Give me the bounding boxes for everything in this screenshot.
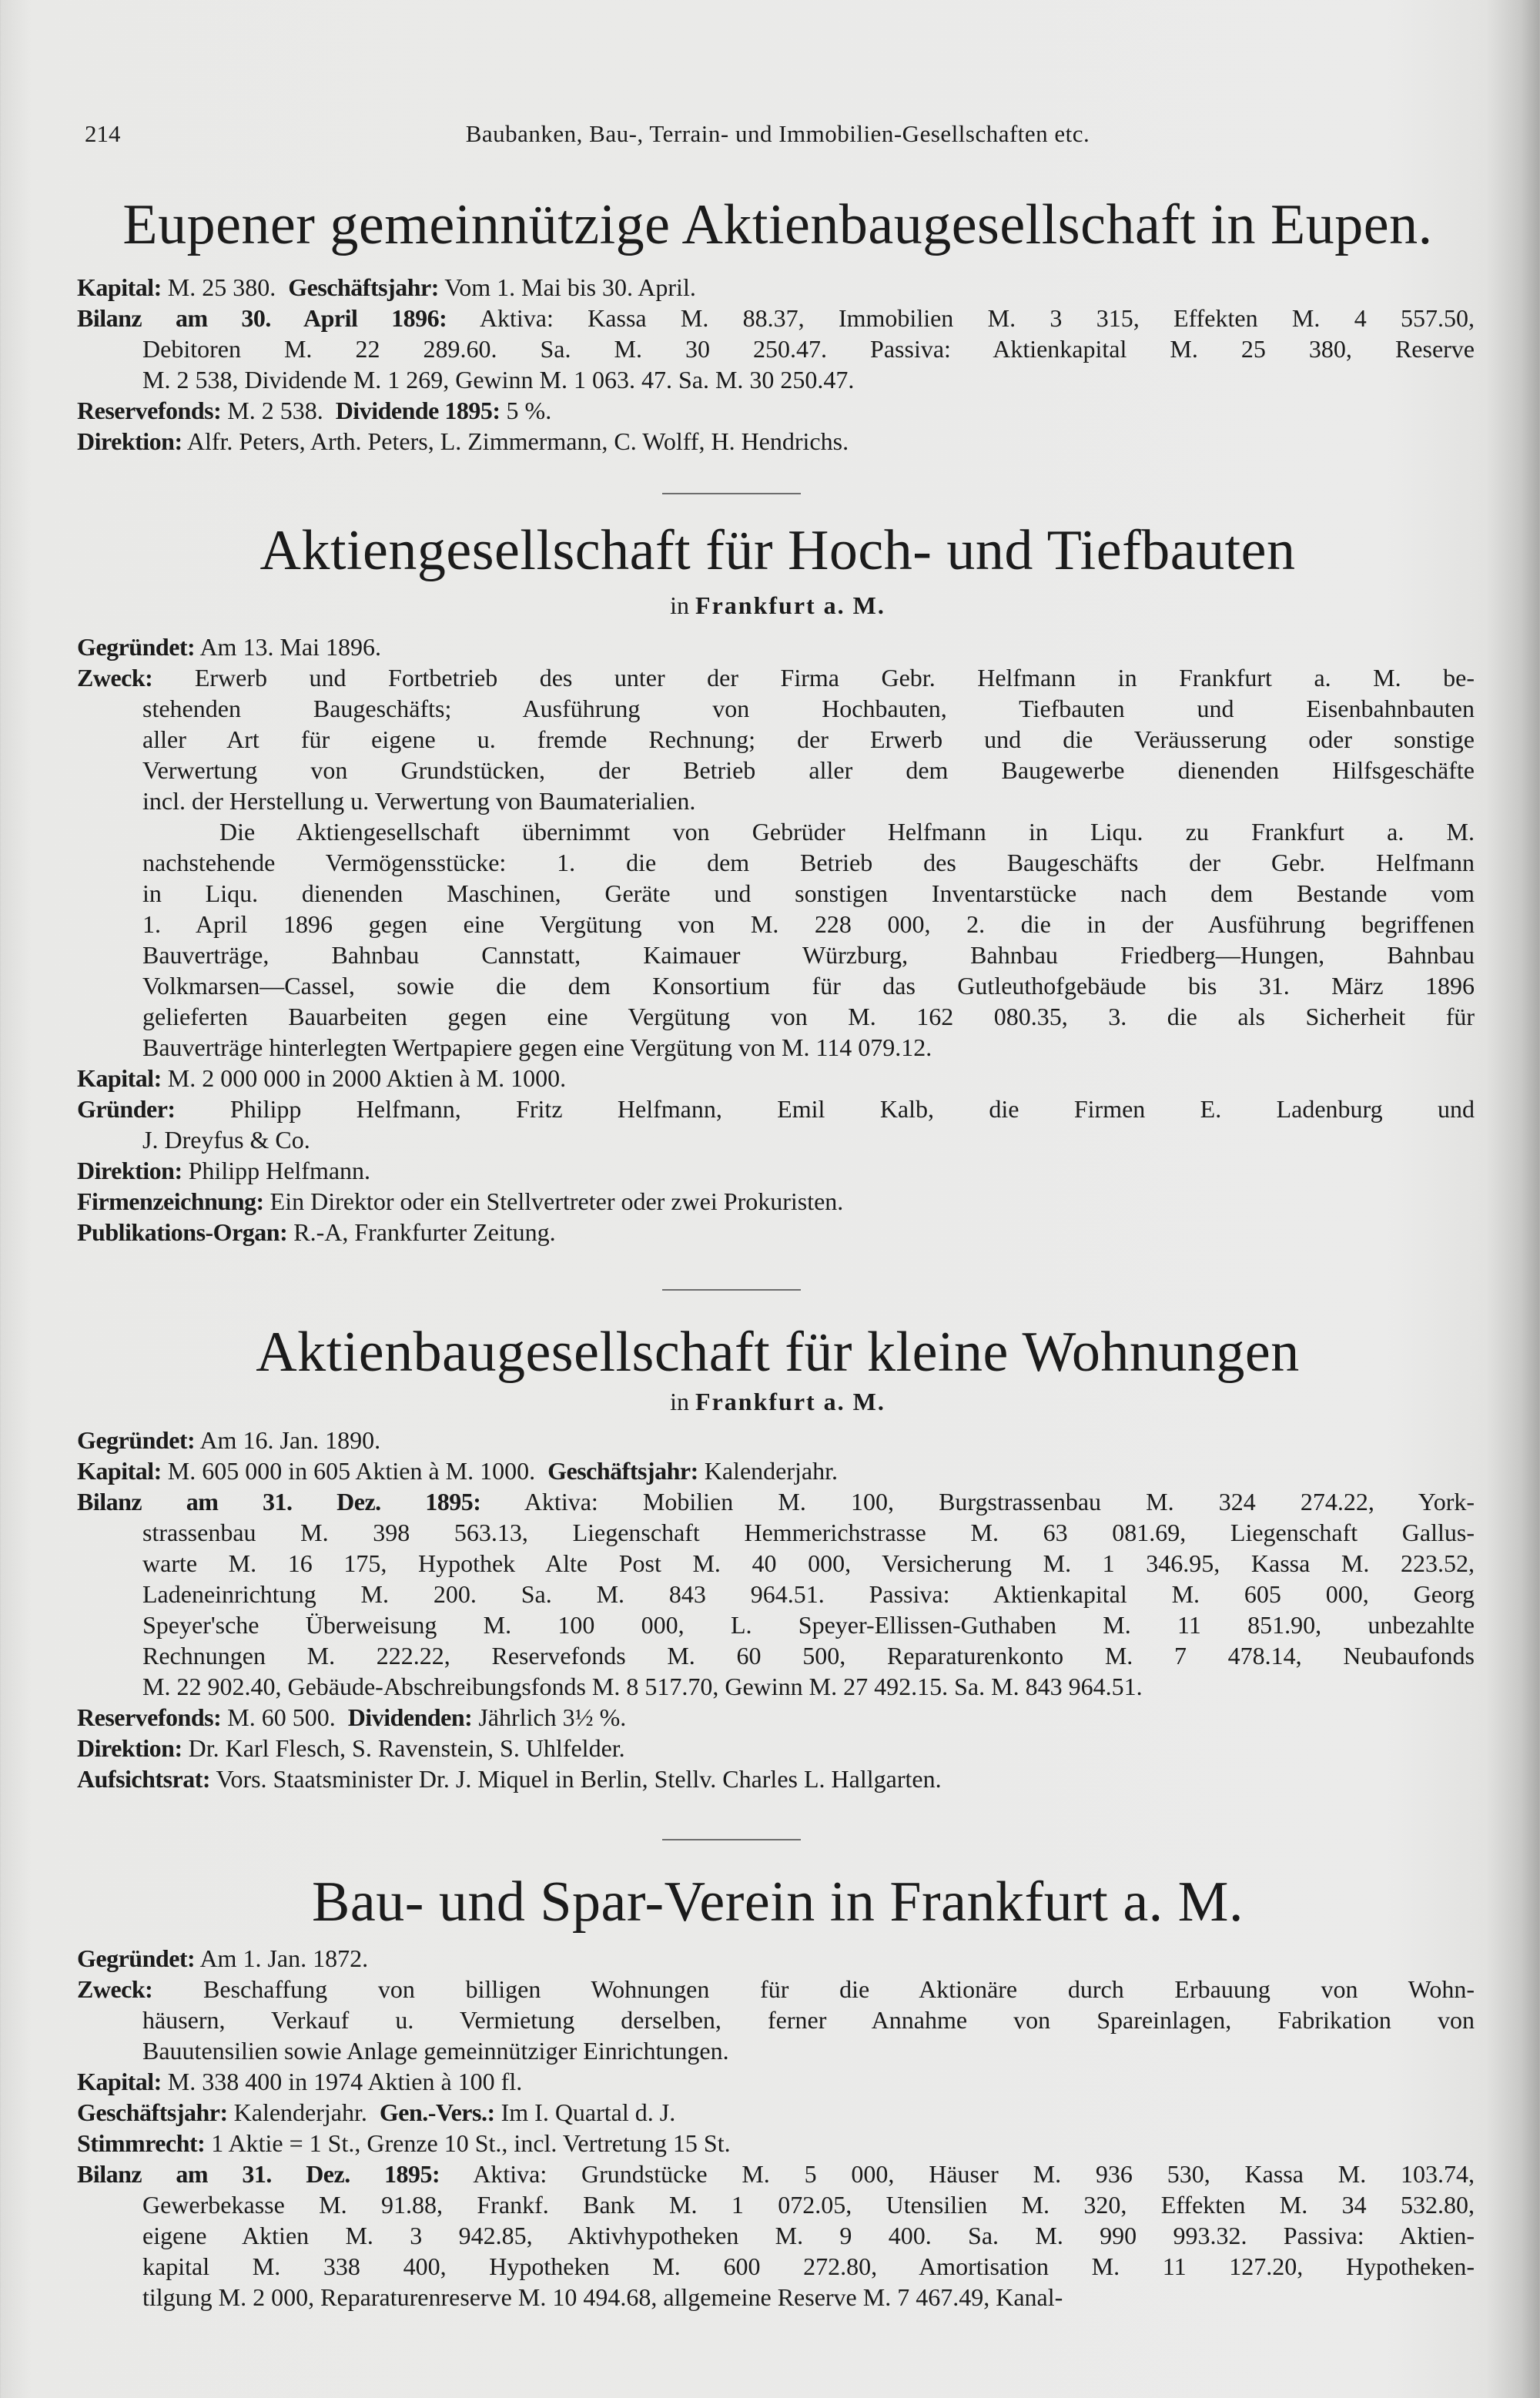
location-name: Frankfurt a. M. xyxy=(695,591,886,619)
field-value: Gewerbekasse M. 91.88, Frankf. Bank M. 1 072.05, Utensilien M. 320, Effekten M. 34 532.80, xyxy=(142,2191,1475,2219)
field-label: Reservefonds: xyxy=(77,397,222,424)
field-label: Kapital: xyxy=(77,1457,162,1485)
field-label: Firmenzeichnung: xyxy=(77,1187,264,1215)
field-value: Vors. Staatsminister Dr. J. Miquel in Berlin, Stellv. Charles L. Hallgarten. xyxy=(210,1765,942,1793)
section-divider xyxy=(662,1839,801,1840)
field-value: Speyer'sche Überweisung M. 100 000, L. Speyer-Ellissen-Guthaben M. 11 851.90, unbezahlte xyxy=(142,1611,1475,1639)
field-value: M. 338 400 in 1974 Aktien à 100 fl. xyxy=(161,2068,523,2095)
entry-line xyxy=(77,333,1475,364)
field-value: Bauutensilien sowie Anlage gemeinnütziger Einrichtungen. xyxy=(142,2037,729,2065)
entry-line xyxy=(77,364,1475,395)
entry-line xyxy=(77,2251,1475,2282)
field-value: M. 25 380. xyxy=(161,273,289,301)
field-value: Erwerb und Fortbetrieb des unter der Firma Gebr. Helfmann in Frankfurt a. M. be- xyxy=(152,664,1475,692)
field-value: 1. April 1896 gegen eine Vergütung von M. 228 000, 2. die in der Ausführung begriffenen xyxy=(142,910,1475,938)
field-value: Jährlich 3½ %. xyxy=(472,1703,627,1731)
field-label: Kapital: xyxy=(77,273,162,301)
field-value: Verwertung von Grundstücken, der Betrieb aller dem Baugewerbe dienenden Hilfsgeschäfte xyxy=(142,756,1475,784)
entry-line xyxy=(77,1155,1475,1186)
entry-line xyxy=(77,1001,1475,1032)
location-name: Frankfurt a. M. xyxy=(695,1388,886,1415)
field-label: Dividenden: xyxy=(347,1703,473,1731)
field-value: M. 60 500. xyxy=(221,1703,348,1731)
entry-line xyxy=(77,693,1475,724)
field-label: Direktion: xyxy=(77,1734,182,1762)
field-value: Philipp Helfmann. xyxy=(182,1157,371,1184)
entry-line xyxy=(77,2004,1475,2035)
field-value: Aktiva: Mobilien M. 100, Burgstrassenbau M. 324 274.22, York- xyxy=(480,1488,1475,1515)
field-value: R.-A, Frankfurter Zeitung. xyxy=(287,1218,556,1246)
field-value: Am 16. Jan. 1890. xyxy=(195,1426,381,1454)
entry-line xyxy=(77,303,1475,333)
field-value: Bauverträge, Bahnbau Cannstatt, Kaimauer Würzburg, Bahnbau Friedberg—Hungen, Bahnbau xyxy=(142,941,1475,969)
field-value: stehenden Baugeschäfts; Ausführung von Hochbauten, Tiefbauten und Eisenbahnbauten xyxy=(142,695,1475,722)
field-label: Gegründet: xyxy=(77,1944,196,1972)
section-title: Aktienbaugesellschaft für kleine Wohnungen xyxy=(256,1321,1300,1384)
field-value: Die Aktiengesellschaft übernimmt von Gebrüder Helfmann in Liqu. zu Frankfurt a. M. xyxy=(219,818,1475,846)
field-label: Zweck: xyxy=(77,664,153,692)
field-value: Dr. Karl Flesch, S. Ravenstein, S. Uhlfelder. xyxy=(182,1734,625,1762)
field-value: Kalenderjahr. xyxy=(698,1457,838,1485)
section-body xyxy=(77,1425,1475,1794)
field-value: Ladeneinrichtung M. 200. Sa. M. 843 964.51. Passiva: Aktienkapital M. 605 000, Georg xyxy=(142,1580,1475,1608)
field-label: Reservefonds: xyxy=(77,1703,222,1731)
entry-line xyxy=(77,395,1475,426)
field-label: Gegründet: xyxy=(77,1426,196,1454)
entry-line xyxy=(77,2189,1475,2220)
section-body xyxy=(77,1943,1475,2313)
field-value: nachstehende Vermögensstücke: 1. die dem Betrieb des Baugeschäfts der Gebr. Helfmann xyxy=(142,849,1475,876)
entry-line xyxy=(77,2035,1475,2066)
entry-line xyxy=(77,816,1475,847)
section-location xyxy=(77,1386,1478,1417)
field-label: Aufsichtsrat: xyxy=(77,1765,211,1793)
section-body xyxy=(77,631,1475,1248)
entry-line xyxy=(77,272,1475,303)
entry-line xyxy=(77,1517,1475,1548)
field-label: Direktion: xyxy=(77,427,182,455)
entry-line xyxy=(77,1455,1475,1486)
field-value: M. 2 000 000 in 2000 Aktien à M. 1000. xyxy=(161,1064,567,1092)
field-value: aller Art für eigene u. fremde Rechnung; der Erwerb und die Veräusserung oder sonstige xyxy=(142,725,1475,753)
field-value: 1 Aktie = 1 St., Grenze 10 St., incl. Vertretung 15 St. xyxy=(205,2129,731,2157)
field-label: Stimmrecht: xyxy=(77,2129,206,2157)
section-divider xyxy=(662,1289,801,1291)
field-label: Bilanz am 30. April 1896: xyxy=(77,304,447,332)
entry-line xyxy=(77,939,1475,970)
entry-line xyxy=(77,970,1475,1001)
field-value: Bauverträge hinterlegten Wertpapiere gegen eine Vergütung von M. 114 079.12. xyxy=(142,1033,932,1061)
field-value: Rechnungen M. 222.22, Reservefonds M. 60 500, Reparaturenkonto M. 7 478.14, Neubaufonds xyxy=(142,1642,1475,1670)
field-value: strassenbau M. 398 563.13, Liegenschaft Hemmerichstrasse M. 63 081.69, Liegenschaft Gallus- xyxy=(142,1519,1475,1546)
location-prefix: in xyxy=(670,591,690,619)
field-value: M. 2 538, Dividende M. 1 269, Gewinn M. 1 063. 47. Sa. M. 30 250.47. xyxy=(142,366,855,394)
field-label: Dividende 1895: xyxy=(335,397,500,424)
field-value: Aktiva: Kassa M. 88.37, Immobilien M. 3 315, Effekten M. 4 557.50, xyxy=(447,304,1475,332)
field-value: häusern, Verkauf u. Vermietung derselben, ferner Annahme von Spareinlagen, Fabrikation von xyxy=(142,2006,1475,2034)
field-value: eigene Aktien M. 3 942.85, Aktivhypotheken M. 9 400. Sa. M. 990 993.32. Passiva: Aktien- xyxy=(142,2222,1475,2249)
entry-line xyxy=(77,2128,1475,2159)
field-label: Geschäftsjahr: xyxy=(288,273,439,301)
page-number: 214 xyxy=(85,120,121,147)
section-body xyxy=(77,272,1475,457)
entry-line xyxy=(77,1217,1475,1248)
field-label: Gen.-Vers.: xyxy=(379,2098,495,2126)
field-value: Im I. Quartal d. J. xyxy=(494,2098,676,2126)
field-value: M. 2 538. xyxy=(221,397,336,424)
entry-line xyxy=(77,1702,1475,1733)
field-label: Geschäftsjahr: xyxy=(77,2098,228,2126)
field-value: Aktiva: Grundstücke M. 5 000, Häuser M. 936 530, Kassa M. 103.74, xyxy=(440,2160,1475,2188)
entry-line xyxy=(77,847,1475,878)
location-prefix: in xyxy=(670,1388,690,1415)
entry-line xyxy=(77,1640,1475,1671)
entry-line xyxy=(77,1032,1475,1063)
field-value: Debitoren M. 22 289.60. Sa. M. 30 250.47. Passiva: Aktienkapital M. 25 380, Reserve xyxy=(142,335,1475,363)
entry-line xyxy=(77,878,1475,909)
field-value: incl. der Herstellung u. Verwertung von Baumaterialien. xyxy=(142,787,696,815)
field-label: Gegründet: xyxy=(77,633,196,661)
field-label: Bilanz am 31. Dez. 1895: xyxy=(77,1488,481,1515)
field-value: warte M. 16 175, Hypothek Alte Post M. 40 000, Versicherung M. 1 346.95, Kassa M. 223.52, xyxy=(142,1549,1475,1577)
field-value: Volkmarsen—Cassel, sowie die dem Konsortium für das Gutleuthofgebäude bis 31. März 1896 xyxy=(142,972,1475,1000)
field-value: M. 605 000 in 605 Aktien à M. 1000. xyxy=(161,1457,548,1485)
section-location xyxy=(77,590,1478,621)
entry-line xyxy=(77,2159,1475,2189)
field-value: Ein Direktor oder ein Stellvertreter oder zwei Prokuristen. xyxy=(263,1187,844,1215)
field-label: Kapital: xyxy=(77,1064,162,1092)
field-label: Kapital: xyxy=(77,2068,162,2095)
entry-line xyxy=(77,1579,1475,1609)
field-value: gelieferten Bauarbeiten gegen eine Vergütung von M. 162 080.35, 3. die als Sicherheit für xyxy=(142,1003,1475,1030)
entry-line xyxy=(77,2282,1475,2313)
running-title: Baubanken, Bau-, Terrain- und Immobilien-Gesellschaften etc. xyxy=(465,120,1090,147)
entry-line xyxy=(77,1063,1475,1094)
field-label: Bilanz am 31. Dez. 1895: xyxy=(77,2160,440,2188)
entry-line xyxy=(77,2097,1475,2128)
field-value: 5 %. xyxy=(500,397,552,424)
entry-line xyxy=(77,1974,1475,2004)
field-value: Am 1. Jan. 1872. xyxy=(195,1944,369,1972)
running-header xyxy=(0,117,1540,152)
entry-line xyxy=(77,1425,1475,1455)
field-value: Kalenderjahr. xyxy=(227,2098,380,2126)
entry-line xyxy=(77,1124,1475,1155)
section-title: Bau- und Spar-Verein in Frankfurt a. M. xyxy=(312,1871,1244,1934)
field-value: Alfr. Peters, Arth. Peters, L. Zimmermann, C. Wolff, H. Hendrichs. xyxy=(182,427,849,455)
entry-line xyxy=(77,755,1475,785)
entry-line xyxy=(77,1486,1475,1517)
field-label: Geschäftsjahr: xyxy=(547,1457,698,1485)
entry-line xyxy=(77,2220,1475,2251)
entry-line xyxy=(77,1763,1475,1794)
field-value: M. 22 902.40, Gebäude-Abschreibungsfonds M. 8 517.70, Gewinn M. 27 492.15. Sa. M. 843 964.51. xyxy=(142,1673,1143,1700)
entry-line xyxy=(77,2066,1475,2097)
section-divider xyxy=(662,493,801,494)
entry-line xyxy=(77,631,1475,662)
field-value: tilgung M. 2 000, Reparaturenreserve M. 10 494.68, allgemeine Reserve M. 7 467.49, Kanal- xyxy=(142,2283,1063,2311)
entry-line xyxy=(77,1671,1475,1702)
field-label: Publikations-Organ: xyxy=(77,1218,288,1246)
field-value: Philipp Helfmann, Fritz Helfmann, Emil Kalb, die Firmen E. Ladenburg und xyxy=(175,1095,1475,1123)
field-value: kapital M. 338 400, Hypotheken M. 600 272.80, Amortisation M. 11 127.20, Hypotheken- xyxy=(142,2252,1475,2280)
field-label: Direktion: xyxy=(77,1157,182,1184)
entry-line xyxy=(77,724,1475,755)
field-value: Vom 1. Mai bis 30. April. xyxy=(438,273,696,301)
entry-line xyxy=(77,1094,1475,1124)
entry-line xyxy=(77,1548,1475,1579)
entry-line xyxy=(77,426,1475,457)
field-value: J. Dreyfus & Co. xyxy=(142,1126,310,1154)
entry-line xyxy=(77,662,1475,693)
field-value: in Liqu. dienenden Maschinen, Geräte und sonstigen Inventarstücke nach dem Bestande vom xyxy=(142,879,1475,907)
entry-line xyxy=(77,909,1475,939)
field-value: Beschaffung von billigen Wohnungen für die Aktionäre durch Erbauung von Wohn- xyxy=(152,1975,1475,2003)
section-title: Eupener gemeinnützige Aktienbaugesellschaft in Eupen. xyxy=(122,193,1433,256)
field-label: Gründer: xyxy=(77,1095,176,1123)
field-label: Zweck: xyxy=(77,1975,153,2003)
entry-line xyxy=(77,1733,1475,1763)
entry-line xyxy=(77,1186,1475,1217)
entry-line xyxy=(77,1609,1475,1640)
entry-line xyxy=(77,785,1475,816)
section-title: Aktiengesellschaft für Hoch- und Tiefbauten xyxy=(259,519,1296,582)
entry-line xyxy=(77,1943,1475,1974)
field-value: Am 13. Mai 1896. xyxy=(195,633,381,661)
